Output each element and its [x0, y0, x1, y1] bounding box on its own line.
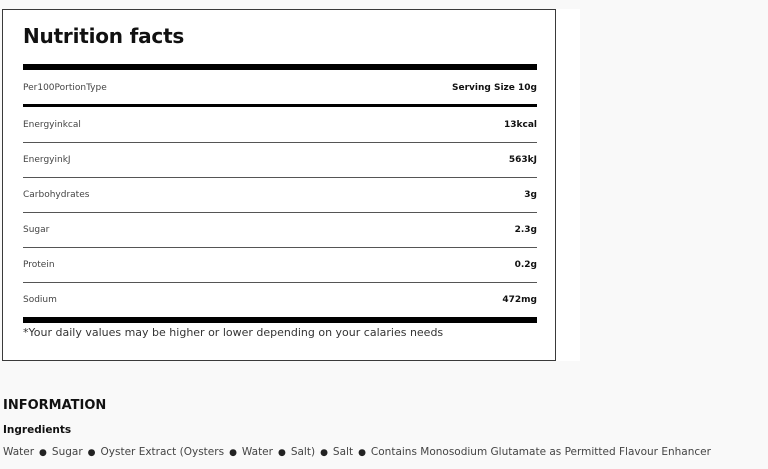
- nutrient-label: EnergyinkJ: [23, 155, 71, 165]
- nutrient-row: [23, 108, 537, 142]
- ingredients-list: [3, 446, 767, 458]
- information-heading: INFORMATION: [3, 398, 107, 413]
- nutrient-row: [23, 178, 537, 212]
- nutrient-value: 3g: [524, 190, 537, 200]
- nutrition-title: Nutrition facts: [23, 24, 185, 48]
- ingredients-heading: Ingredients: [3, 424, 72, 436]
- nutrient-label: Sodium: [23, 295, 57, 305]
- ingredient-item: Salt): [290, 446, 316, 458]
- ingredient-item: Salt: [332, 446, 354, 458]
- ingredient-item: Oyster Extract (Oysters: [100, 446, 225, 458]
- bullet-icon: ●: [229, 448, 237, 458]
- bullet-icon: ●: [277, 448, 286, 458]
- nutrient-row: [23, 248, 537, 282]
- nutrient-label: Protein: [23, 260, 55, 270]
- nutrient-label: Sugar: [23, 225, 50, 235]
- nutrient-value: 563kJ: [508, 155, 537, 165]
- bullet-icon: ●: [39, 448, 47, 458]
- nutrient-row: [23, 213, 537, 247]
- header-divider: [23, 104, 537, 107]
- nutrient-row: [23, 283, 537, 317]
- serving-header-label: Per100PortionType: [23, 83, 107, 93]
- ingredient-item: Sugar: [51, 446, 83, 458]
- nutrient-value: 0.2g: [514, 260, 537, 270]
- bullet-icon: ●: [320, 448, 328, 458]
- nutrient-value: 13kcal: [503, 120, 537, 130]
- serving-header-row: [23, 71, 537, 105]
- ingredient-item: Contains Monosodium Glutamate as Permitted Flavour Enhancer: [370, 446, 711, 458]
- ingredient-item: Water: [3, 446, 35, 458]
- top-divider: [23, 64, 537, 70]
- ingredient-item: Water: [241, 446, 273, 458]
- serving-size-value: Serving Size 10g: [452, 83, 537, 93]
- nutrition-facts-panel: [2, 9, 556, 361]
- nutrient-value: 2.3g: [514, 225, 537, 235]
- bullet-icon: ●: [87, 448, 96, 458]
- bullet-icon: ●: [358, 448, 366, 458]
- nutrient-row: [23, 143, 537, 177]
- bottom-divider: [23, 317, 537, 323]
- nutrient-value: 472mg: [502, 295, 537, 305]
- daily-values-footnote: *Your daily values may be higher or lower depending on your calaries needs: [23, 326, 444, 339]
- nutrient-label: Energyinkcal: [23, 120, 81, 130]
- nutrient-label: Carbohydrates: [23, 190, 90, 200]
